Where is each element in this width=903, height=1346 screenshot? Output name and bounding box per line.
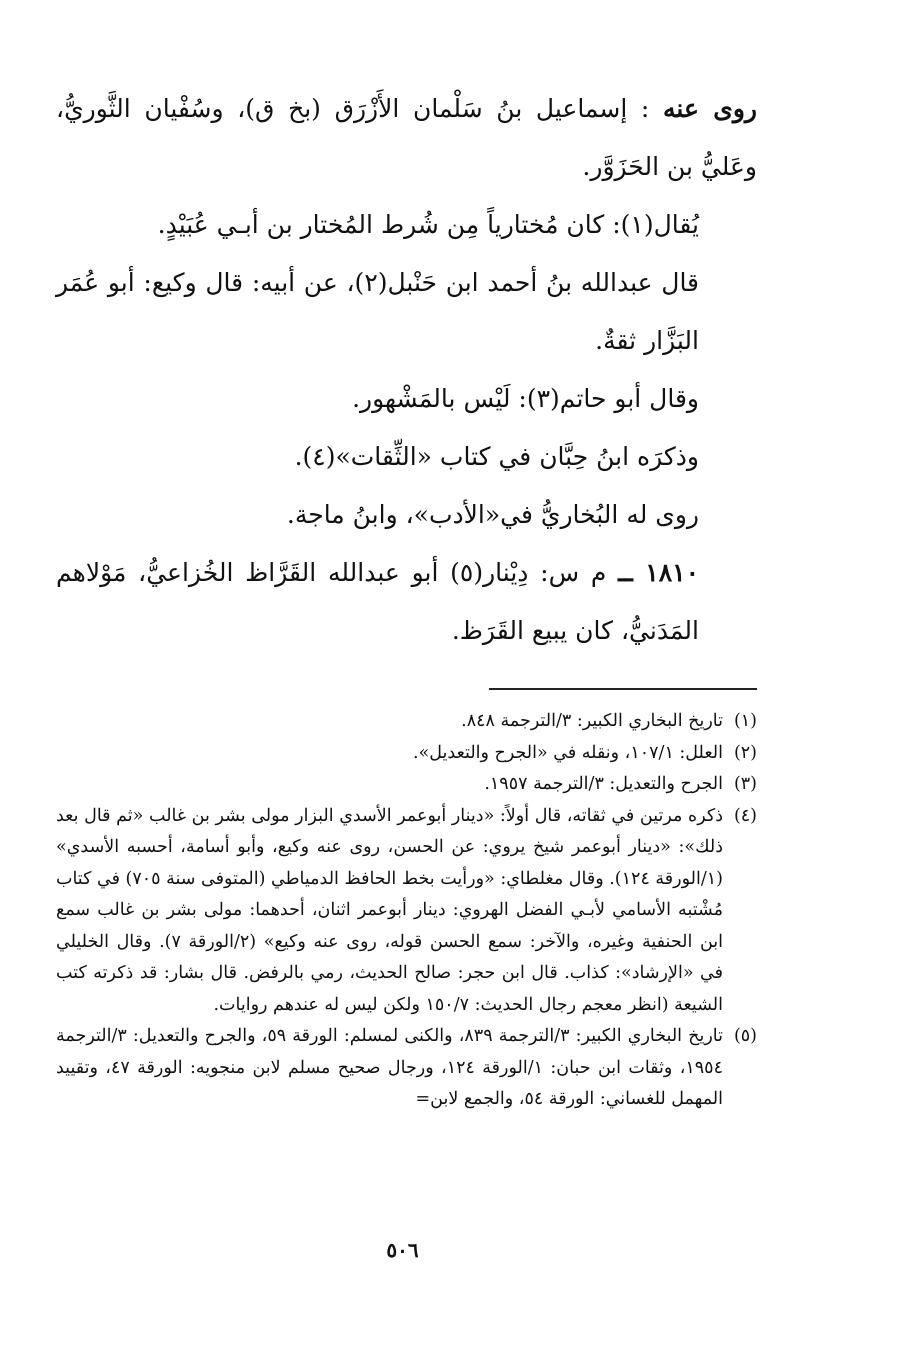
page-number: ٥٠٦ [386,1238,419,1262]
abdullah-paragraph: قال عبدالله بنُ أحمد ابن حَنْبل(٢)، عن أبيه: قال وكيع: أبو عُمَر البَزَّار ثقةٌ. [56,268,700,355]
entry-1810-text: م س: دِيْنار(٥) أبو عبدالله القَرَّاظ الخُزاعيُّ، مَوْلاهم المَدَنيُّ، كان يبيع القَرَظ. [56,558,699,645]
footnote-3 [56,769,757,801]
abu-hatim-paragraph: وقال أبو حاتم(٣): لَيْس بالمَشْهور. [352,384,699,413]
narrators-label: روى عنه [663,94,757,123]
narrators-text: : إسماعيل بنُ سَلْمان الأَزْرَق (بخ ق)، وسُفْيان الثَّوريُّ، وعَليُّ بن الحَزَوَّر. [56,94,757,181]
ibn-hibban-paragraph: وذكرَه ابنُ حِبَّان في كتاب «الثِّقات»(٤). [294,442,699,471]
bukhari-paragraph: روى له البُخاريُّ في«الأدب»، وابنُ ماجة. [286,500,699,529]
entry-number: ١٨١٠ ــ [618,558,700,587]
footnote-text: تاريخ البخاري الكبير: ٣/الترجمة ٨٣٩، والكنى لمسلم: الورقة ٥٩، والجرح والتعديل: ٣/الترجمة ١٩٥٤، وثقات ابن حبان: ١/الورقة ١٢٤، ورجال صحيح مسلم لابن منجويه: الورقة ٤٧، وتقييد المهمل للغساني: الورقة ٥٤، والجمع لابن= [56,1026,723,1109]
said-paragraph: يُقال(١): كان مُختارياً مِن شُرط المُختار بن أبـي عُبَيْدٍ. [157,210,699,239]
footnote-text: العلل: ١٠٧/١، ونقله في «الجرح والتعديل». [413,742,723,763]
footnote-number: (١) [733,711,757,731]
footnote-number: (٤) [733,805,757,826]
footnote-text: الجرح والتعديل: ٣/الترجمة ١٩٥٧. [484,774,723,794]
narrators-paragraph [56,80,757,196]
footnote-2 [56,738,757,770]
footnote-number: (٣) [733,774,757,794]
footnote-number: (٥) [733,1026,757,1046]
entry-1810-paragraph [56,544,757,660]
footnotes [56,706,757,1116]
footnote-1 [56,706,757,738]
footnote-text: تاريخ البخاري الكبير: ٣/الترجمة ٨٤٨. [461,711,723,731]
footnote-text: ذكره مرتين في ثقاته، قال أولاً: «دينار أبوعمر الأسدي البزار مولى بشر بن غالب «ثم قال بعد ذلك»: «دينار أبوعمر شيخ يروي: عن الحسن، روى عنه وكيع، وأبو أسامة، أحسبه الأسدي» (١/الورقة ١٢٤). وقال مغلطاي: «ورأيت بخط الحافظ الدمياطي (المتوفى سنة ٧٠٥) في كتاب مُشْتبه الأسامي لأبـي الفضل الهروي: دينار أبوعمر اثنان، أحدهما: مولى بشر بن غالب سمع ابن الحنفية وغيره، والآخر: سمع الحسن قوله، روى عنه وكيع» (٢/الورقة ٧). وقال الخليلي في «الإرشاد»: كذاب. قال ابن حجر: صالح الحديث، رمي بالرفض. قال بشار: قد ذكرته كتب الشيعة (انظر معجم رجال الحديث: ١٥٠/٧ ولكن ليس له عندهم روايات. [56,805,724,1015]
footnote-number: (٢) [733,742,757,763]
main-text [56,80,757,660]
footnote-separator [489,688,757,690]
footnote-5 [56,1021,757,1116]
footnote-4 [56,801,757,1022]
